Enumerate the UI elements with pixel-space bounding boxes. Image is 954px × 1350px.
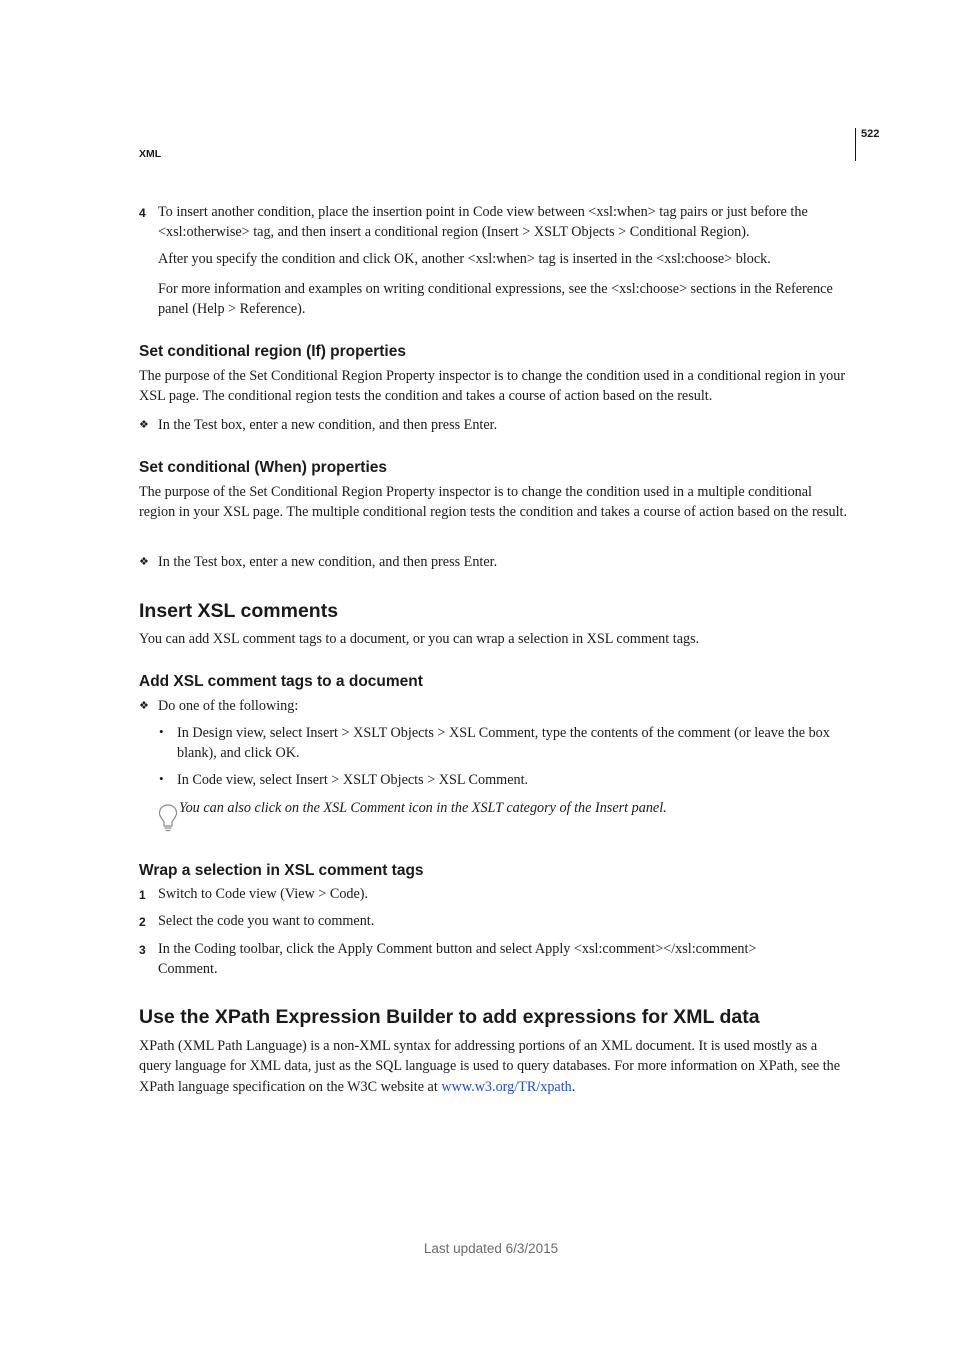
heading-wrap-selection: Wrap a selection in XSL comment tags [139, 862, 424, 879]
heading-xpath-builder: Use the XPath Expression Builder to add expressions for XML data [139, 1006, 760, 1028]
insert-comments-body: You can add XSL comment tags to a document, or you can wrap a selection in XSL comment tags. [139, 631, 700, 647]
heading-set-when: Set conditional (When) properties [139, 459, 388, 476]
xpath-body-text: XPath (XML Path Language) is a non-XML syntax for addressing portions of an XML document. It is used mostly as a query language for XML data, just as the SQL language is used to query databases. For more information on XPath, see the XPath language specification on the W3C website at [139, 1038, 841, 1095]
step-4-para-1: After you specify the condition and click OK, another <xsl:when> tag is inserted in the <xsl:choose> block. [158, 251, 771, 267]
header-divider [855, 128, 856, 161]
heading-add-comment-tags: Add XSL comment tags to a document [139, 673, 423, 690]
add-tags-step: Do one of the following: [158, 698, 299, 714]
tip-text: You can also click on the XSL Comment icon in the XSLT category of the Insert panel. [179, 800, 667, 816]
step-number-3: 3 [139, 943, 146, 957]
set-when-body: The purpose of the Set Conditional Region Property inspector is to change the condition used in a multiple conditional region in your XSL page. The multiple conditional region tests the condition and takes a course of action based on the result. [139, 484, 848, 521]
set-if-body: The purpose of the Set Conditional Region Property inspector is to change the condition used in a conditional region in your XSL page. The conditional region tests the condition and takes a course of action based on the result. [139, 368, 846, 405]
heading-set-if: Set conditional region (If) properties [139, 343, 406, 360]
bullet-marker: • [159, 724, 164, 739]
wrap-step-3: In the Coding toolbar, click the Apply Comment button and select Apply <xsl:comment></xsl:comment> Comment. [158, 941, 757, 978]
step-number-4: 4 [139, 206, 146, 220]
footer-last-updated: Last updated 6/3/2015 [423, 1241, 559, 1256]
step-number-1: 1 [139, 888, 146, 902]
bullet-marker: • [159, 771, 164, 786]
xpath-body [139, 1036, 850, 1097]
wrap-step-2: Select the code you want to comment. [158, 913, 375, 929]
xpath-body-end: . [571, 1078, 576, 1095]
set-when-step: In the Test box, enter a new condition, and then press Enter. [158, 554, 498, 570]
step-4-para-2: For more information and examples on writing conditional expressions, see the <xsl:choose> sections in the Reference panel (Help > Reference). [158, 281, 833, 318]
step-4-text: To insert another condition, place the insertion point in Code view between <xsl:when> tag pairs or just before the <xsl:otherwise> tag, and then insert a conditional region (Insert > XSLT Objects > Conditional Region). [158, 204, 808, 241]
bullet-item-2: In Code view, select Insert > XSLT Objects > XSL Comment. [177, 772, 529, 788]
page-number: 522 [861, 128, 880, 140]
bullet-item-1: In Design view, select Insert > XSLT Objects > XSL Comment, type the contents of the comment (or leave the box blank), and click OK. [177, 725, 830, 762]
step-marker: ❖ [139, 700, 149, 712]
lightbulb-icon [158, 803, 178, 833]
step-marker: ❖ [139, 556, 149, 568]
wrap-step-1: Switch to Code view (View > Code). [158, 886, 369, 902]
step-number-2: 2 [139, 915, 146, 929]
w3c-xpath-link[interactable]: www.w3.org/TR/xpath [441, 1078, 572, 1095]
step-marker: ❖ [139, 419, 149, 431]
running-head: XML [139, 148, 162, 160]
set-if-step: In the Test box, enter a new condition, and then press Enter. [158, 417, 498, 433]
heading-insert-xsl-comments: Insert XSL comments [139, 600, 339, 622]
